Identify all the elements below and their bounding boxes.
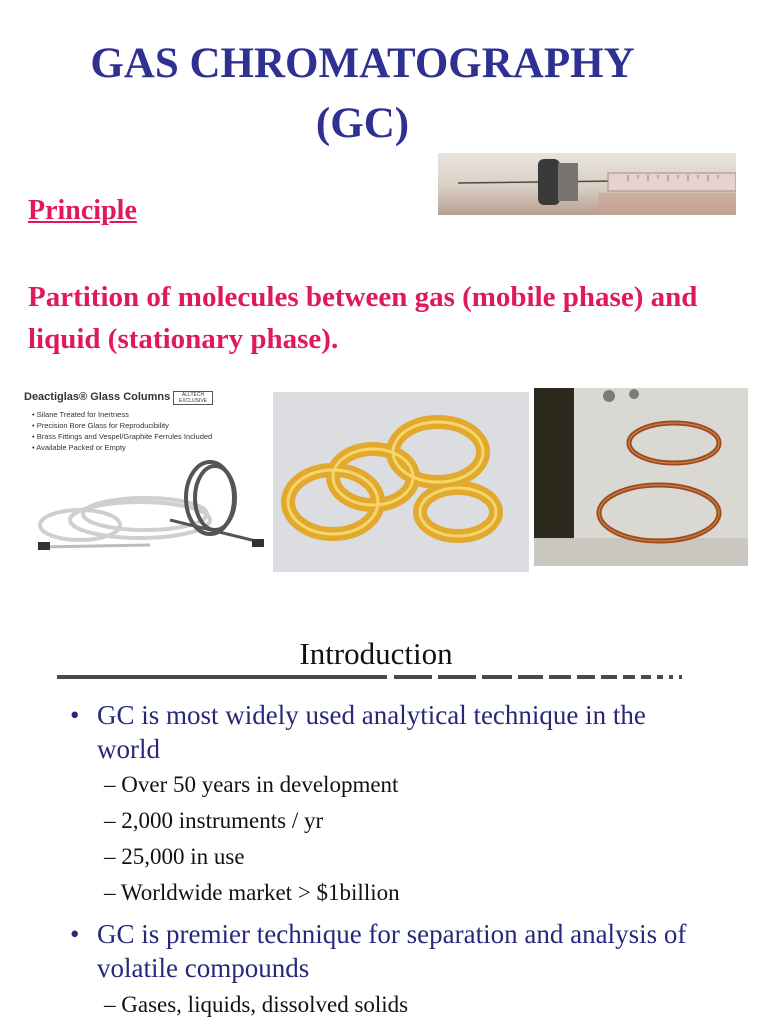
sub-list-item: – Worldwide market > $1billion: [104, 880, 400, 905]
syringe-photo: [438, 153, 736, 215]
glass-columns-heading: Deactiglas® Glass Columns: [24, 391, 171, 403]
capillary-columns-photo: [273, 392, 529, 572]
glass-columns-feature: • Precision Bore Glass for Reproducibility: [32, 421, 169, 430]
sub-list-item: – 25,000 in use: [104, 844, 245, 869]
introduction-title: Introduction: [299, 636, 453, 671]
page-title: GAS CHROMATOGRAPHY: [90, 40, 635, 87]
list-item: • GC is most widely used analytical technique in the world: [70, 700, 646, 764]
bullet-icon: •: [70, 700, 80, 730]
glass-columns-feature: • Brass Fittings and Vespel/Graphite Ferrules Included: [32, 432, 213, 441]
copper-columns-photo: [534, 388, 748, 566]
sub-list-item: – Over 50 years in development: [104, 772, 399, 797]
list-item: • GC is premier technique for separation and analysis of volatile compounds: [70, 919, 687, 983]
glass-columns-feature: • Silane Treated for Inertness: [32, 410, 129, 419]
exclusive-badge: ALLTECH EXCLUSIVE: [173, 391, 213, 405]
glass-columns-figure: [20, 388, 267, 573]
principle-heading: Principle: [28, 195, 137, 226]
title-underline-divider: [57, 673, 687, 681]
glass-coils-image: [20, 450, 267, 573]
sub-list-item: – 2,000 instruments / yr: [104, 808, 324, 833]
bullet-icon: •: [70, 919, 80, 949]
principle-text: Partition of molecules between gas (mobile phase) and liquid (stationary phase).: [28, 281, 698, 355]
glass-columns-feature: • Available Packed or Empty: [32, 443, 126, 452]
sub-list-item: – Gases, liquids, dissolved solids: [104, 992, 409, 1017]
page-subtitle: (GC): [315, 100, 410, 147]
